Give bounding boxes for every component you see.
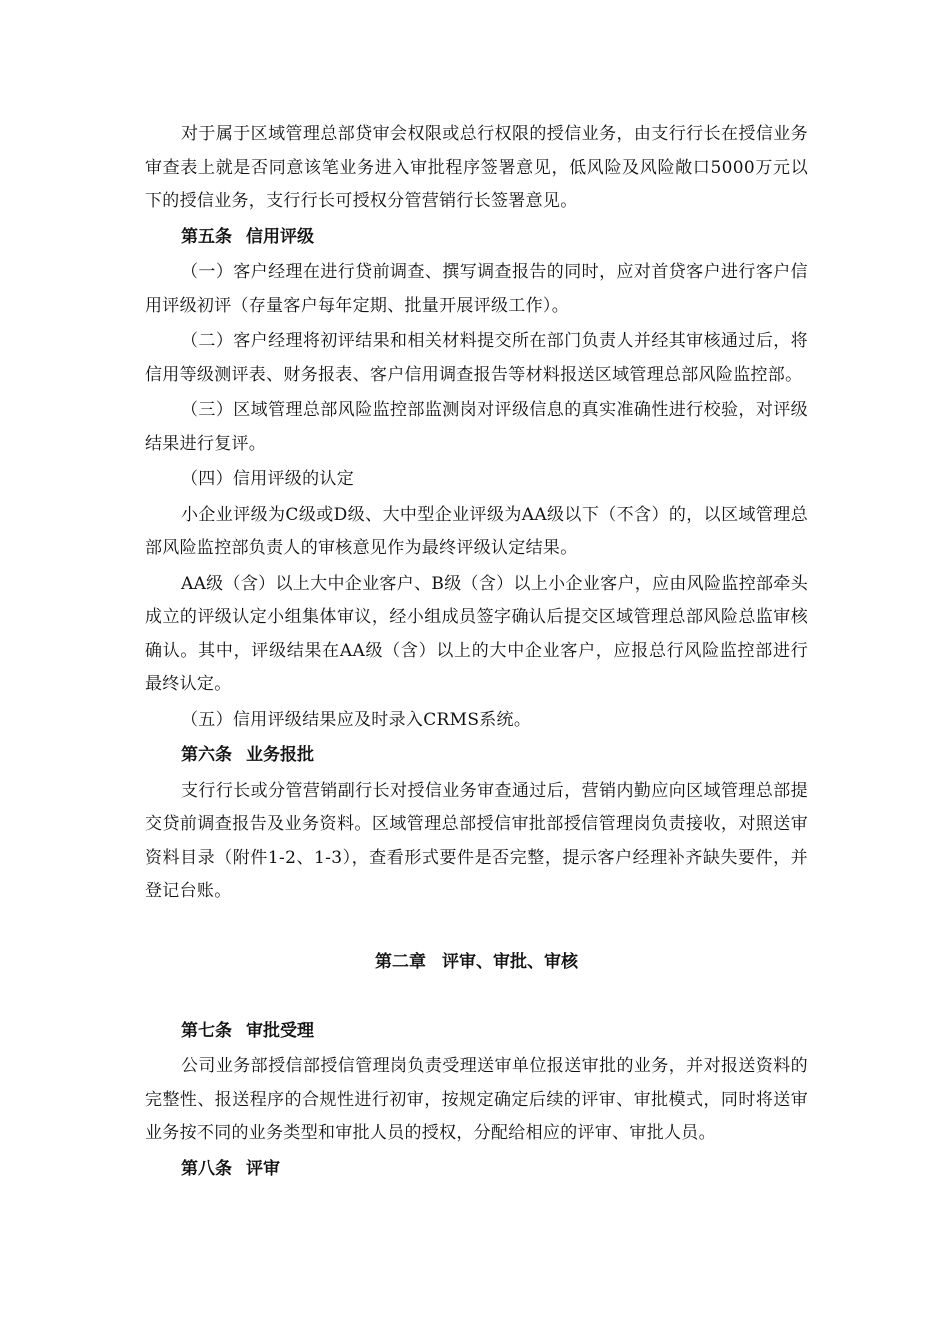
article-number: 第五条 xyxy=(181,226,232,247)
paragraph-rating-large-enterprise: AA级（含）以上大中企业客户、B级（含）以上小企业客户，应由风险监控部牵头成立的评级认定小组集体审议，经小组成员签字确认后提交区域管理总部风险总监审核确认。其中，评级结果在AA级（含）以上的大中企业客户，应报总行风险监控部进行最终认定。 xyxy=(145,573,808,694)
paragraph-rating-step-4: （四）信用评级的认定 xyxy=(181,469,354,489)
paragraph-rating-step-3: （三）区域管理总部风险监控部监测岗对评级信息的真实准确性进行校验，对评级结果进行复评。 xyxy=(145,400,808,454)
chapter-number: 第二章 xyxy=(375,951,426,972)
chapter-title: 评审、审批、审核 xyxy=(442,951,578,972)
article-title: 业务报批 xyxy=(246,745,314,765)
paragraph-rating-step-5: （五）信用评级结果应及时录入CRMS系统。 xyxy=(181,709,532,730)
article-number: 第六条 xyxy=(181,745,232,765)
article-heading-8 xyxy=(145,1153,808,1187)
article-title: 信用评级 xyxy=(246,226,314,247)
paragraph-rating-step-1: （一）客户经理在进行贷前调查、撰写调查报告的同时，应对首贷客户进行客户信用评级初评（存量客户每年定期、批量开展评级工作）。 xyxy=(145,262,808,316)
chapter-heading-2 xyxy=(145,945,808,979)
article-number: 第七条 xyxy=(181,1020,232,1041)
article-number: 第八条 xyxy=(181,1158,232,1179)
paragraph-business-submission: 支行行长或分管营销副行长对授信业务审查通过后，营销内勤应向区域管理总部提交贷前调查报告及业务资料。区域管理总部授信审批部授信管理岗负责接收，对照送审资料目录（附件1-2、1-3），查看形式要件是否完整，提示客户经理补齐缺失要件，并登记台账。 xyxy=(145,780,808,901)
paragraph-approval-acceptance: 公司业务部授信部授信管理岗负责受理送审单位报送审批的业务，并对报送资料的完整性、报送程序的合规性进行初审，按规定确定后续的评审、审批模式，同时将送审业务按不同的业务类型和审批人员的授权，分配给相应的评审、审批人员。 xyxy=(145,1056,808,1143)
paragraph-approval-authority: 对于属于区域管理总部贷审会权限或总行权限的授信业务，由支行行长在授信业务审查表上就是否同意该笔业务进入审批程序签署意见，低风险及风险敞口5000万元以下的授信业务，支行行长可授权分管营销行长签署意见。 xyxy=(145,124,808,211)
article-heading-5 xyxy=(145,221,808,255)
article-heading-7 xyxy=(145,1015,808,1049)
article-title: 评审 xyxy=(246,1158,280,1179)
paragraph-rating-step-2: （二）客户经理将初评结果和相关材料提交所在部门负责人并经其审核通过后，将信用等级测评表、财务报表、客户信用调查报告等材料报送区域管理总部风险监控部。 xyxy=(145,331,808,385)
article-title: 审批受理 xyxy=(246,1020,314,1041)
article-heading-6 xyxy=(145,739,808,773)
paragraph-rating-small-enterprise: 小企业评级为C级或D级、大中型企业评级为AA级以下（不含）的，以区域管理总部风险监控部负责人的审核意见作为最终评级认定结果。 xyxy=(145,504,808,558)
